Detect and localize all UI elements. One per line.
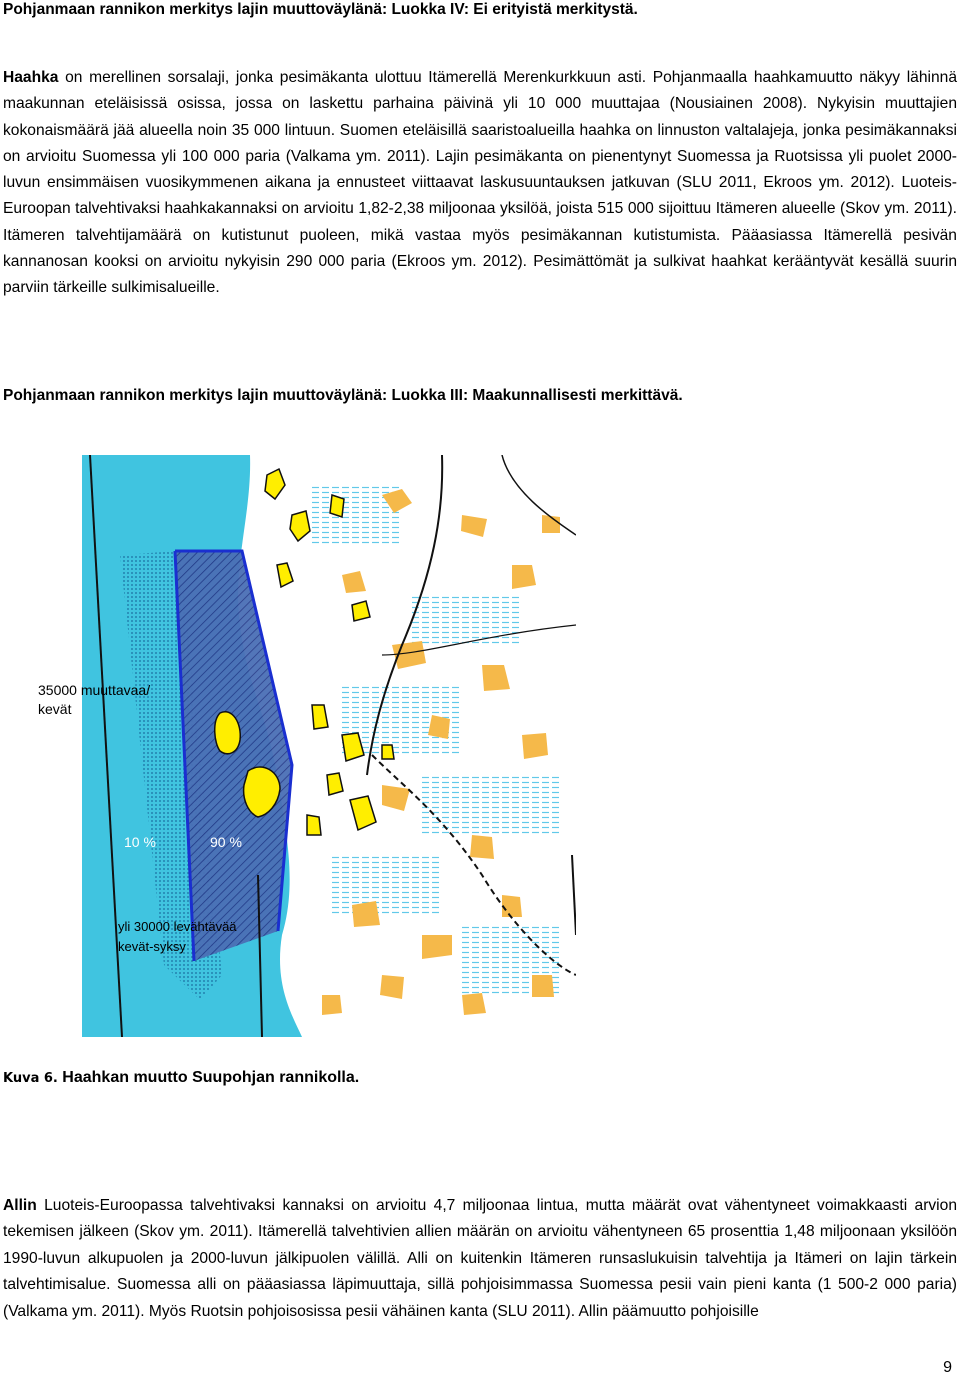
paragraph-haahka xyxy=(3,65,957,302)
species-name-haahka: Haahka xyxy=(3,69,59,86)
page-number: 9 xyxy=(943,1359,952,1376)
map-label-spring xyxy=(38,681,150,719)
map-label-spring-line1: 35000 muuttavaa/ xyxy=(38,682,151,698)
label-autumn-line1: yli 30000 levähtävää xyxy=(118,919,237,934)
paragraph-alli-text: Luoteis-Euroopassa talvehtivaksi kannaksi on arvioitu 4,7 miljoonaa lintua, mutta määrät ovat vähentyneet voimakkaasti arvion tekemisen jälkeen (Skov ym. 2011). Itämerellä talvehtivien allien määrän on arvioitu vähentyneen 65 prosenttia 1,48 miljoonaan yksilöön 1990-luvun alkupuolen ja 2000-luvun jälkipuolen välillä. Alli on kuitenkin Itämeren runsaslukuisin talvehtija ja Itämeri on lajin tärkein talvehtimisalue. Suomessa alli on pääasiassa läpimuuttaja, sillä pohjoisimmassa Suomessa pesii vain pieni kanta (1 500-2 000 paria) (Valkama ym. 2011). Myös Ruotsin pohjoisosissa pesii vähäinen kanta (SLU 2011). Allin päämuutto pohjoisille xyxy=(3,1197,957,1320)
label-90-percent: 90 % xyxy=(210,834,242,850)
species-name-alli: Allin xyxy=(3,1197,37,1214)
paragraph-alli xyxy=(3,1193,957,1325)
figure-caption-label: Kuva 6. xyxy=(3,1071,58,1086)
paragraph-haahka-text: on merellinen sorsalaji, jonka pesimäkanta ulottuu Itämerellä Merenkurkkuun asti. Pohjanmaalla haahkamuutto näkyy lähinnä maakunnan eteläisissä osissa, jossa on laskettu parhaina päivinä yli 10 000 muuttajaa (Nousiainen 2008). Nykyisin muuttajien kokonaismäärä jää alueella noin 35 000 lintuun. Suomen eteläisillä saaristoalueilla haahka on linnuston valtalajeja, jonka pesimäkannaksi on arvioitu Suomessa yli 100 000 paria (Valkama ym. 2011). Lajin pesimäkanta on pienentynyt Suomessa ja Ruotsissa yli puolet 2000-luvun ensimmäisen vuosikymmenen aikana ja ennusteet viittaavat laskusuuntauksen jatkuvan (SLU 2011, Ekroos ym. 2012). Luoteis-Euroopan talvehtivaksi haahkakannaksi on arvioitu 1,82-2,38 miljoonaa yksilöä, joista 515 000 sijoittuu Itämeren alueelle (Skov ym. 2011). Itämeren talvehtijamäärä on kutistunut puoleen, mikä vastaa myös pesimäkannan kutistumista. Pääasiassa Itämerellä pesivän kannanosan kooksi on arvioitu nykyisin 290 000 paria (Ekroos ym. 2012). Pesimättömät ja sulkivat haahkat kerääntyvät kesällä suurin parviin tärkeille sulkimisalueille. xyxy=(3,69,957,297)
map-label-spring-line2: kevät xyxy=(38,701,72,717)
label-autumn-line2: kevät-syksy xyxy=(118,939,186,954)
label-10-percent: 10 % xyxy=(124,834,156,850)
figure-caption-text: Haahkan muutto Suupohjan rannikolla. xyxy=(57,1069,360,1086)
wetland-2 xyxy=(412,595,522,645)
section-heading-1: Pohjanmaan rannikon merkitys lajin muuttoväylänä: Luokka IV: Ei erityistä merkitystä. xyxy=(3,1,638,18)
migration-map xyxy=(82,455,576,1037)
migration-map-svg xyxy=(82,455,576,1037)
section-heading-2: Pohjanmaan rannikon merkitys lajin muuttoväylänä: Luokka III: Maakunnallisesti merkittävä. xyxy=(3,387,683,404)
wetland-5 xyxy=(332,855,442,915)
figure-caption xyxy=(3,1069,359,1087)
